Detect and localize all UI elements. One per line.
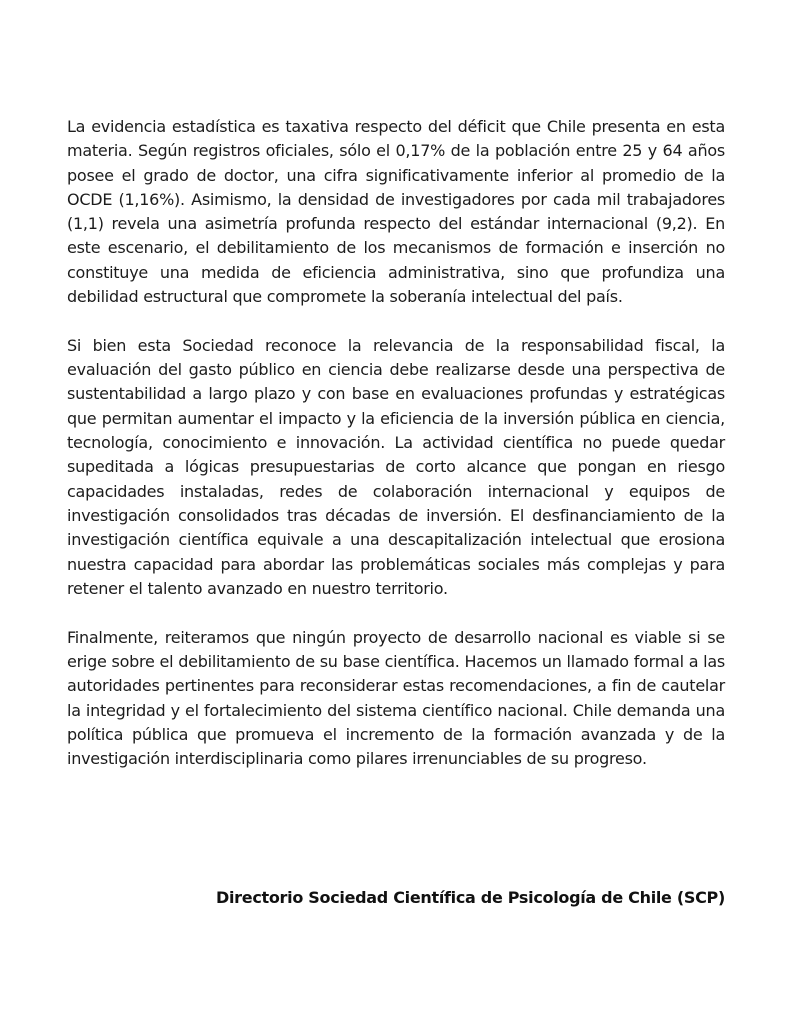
signature: Directorio Sociedad Científica de Psicología de Chile (SCP) <box>216 888 725 907</box>
paragraph-statistics: La evidencia estadística es taxativa respecto del déficit que Chile presenta en esta materia. Según registros oficiales, sólo el 0,17% de la población entre 25 y 64 años posee el grado de doctor, una cifra significativamente inferior al promedio de la OCDE (1,16%). Asimismo, la densidad de investigadores por cada mil trabajadores (1,1) revela una asimetría profunda respecto del estándar internacional (9,2). En este escenario, el debilitamiento de los mecanismos de formación e inserción no constituye una medida de eficiencia administrativa, sino que profundiza una debilidad estructural que compromete la soberanía intelectual del país. <box>67 117 725 307</box>
document-body <box>67 115 725 796</box>
paragraph-conclusion: Finalmente, reiteramos que ningún proyecto de desarrollo nacional es viable si se erige sobre el debilitamiento de su base científica. Hacemos un llamado formal a las autoridades pertinentes para reconsiderar estas recomendaciones, a fin de cautelar la integridad y el fortalecimiento del sistema científico nacional. Chile demanda una política pública que promueva el incremento de la formación avanzada y de la investigación interdisciplinaria como pilares irrenunciables de su progreso. <box>67 627 725 769</box>
paragraph-fiscal-responsibility: Si bien esta Sociedad reconoce la relevancia de la responsabilidad fiscal, la evaluación del gasto público en ciencia debe realizarse desde una perspectiva de sustentabilidad a largo plazo y con base en evaluaciones profundas y estratégicas que permitan aumentar el impacto y la eficiencia de la inversión pública en ciencia, tecnología, conocimiento e innovación. La actividad científica no puede quedar supeditada a lógicas presupuestarias de corto alcance que pongan en riesgo capacidades instaladas, redes de colaboración internacional y equipos de investigación consolidados tras décadas de inversión. El desfinanciamiento de la investigación científica equivale a una descapitalización intelectual que erosiona nuestra capacidad para abordar las problemáticas sociales más complejas y para retener el talento avanzado en nuestro territorio. <box>67 335 725 598</box>
